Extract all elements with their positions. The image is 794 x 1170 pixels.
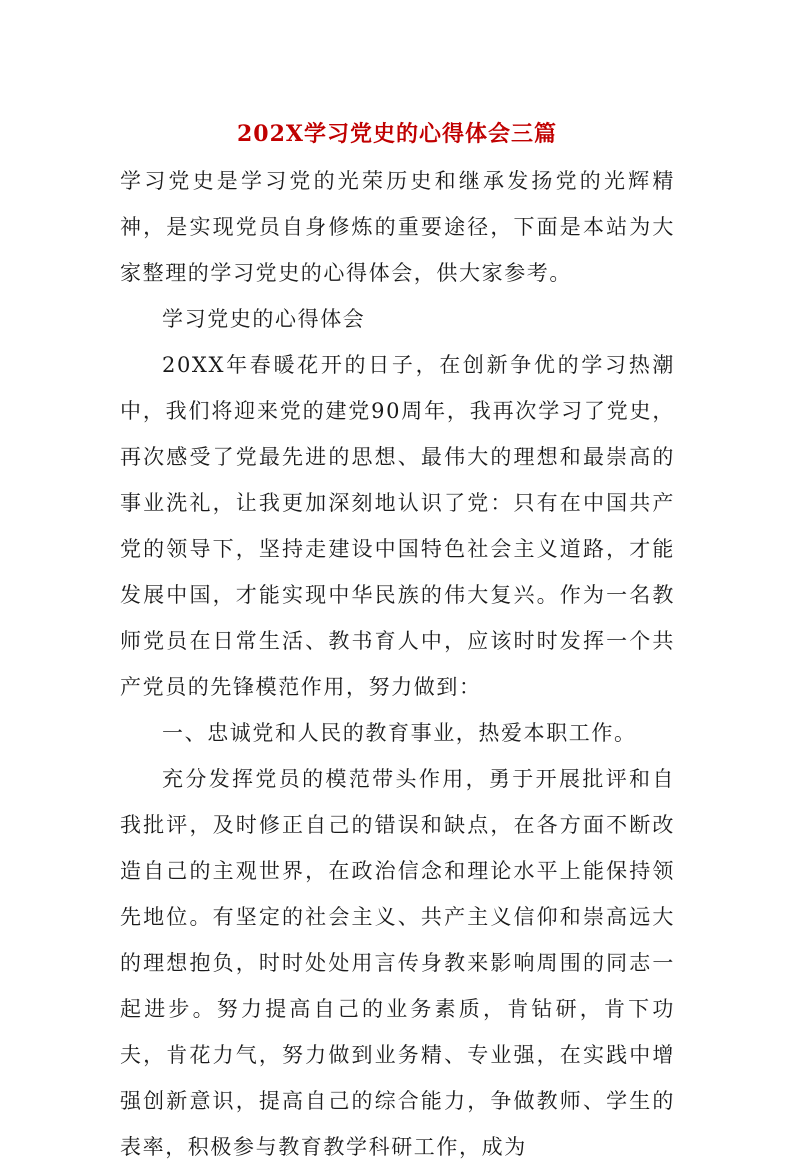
subsection-heading: 一、忠诚党和人民的教育事业，热爱本职工作。: [162, 721, 637, 745]
body-paragraph: 20XX年春暖花开的日子，在创新争优的学习热潮中，我们将迎来党的建党90周年，我再次学习了党史，再次感受了党最先进的思想、最伟大的理想和最崇高的事业洗礼，让我更加深刻地认识了党：只有在中国共产党的领导下，坚持走建设中国特色社会主义道路，才能发展中国，才能实现中华民族的伟大复兴。作为一名教师党员在日常生活、教书育人中，应该时时发挥一个共产党员的先锋模范作用，努力做到：: [120, 353, 675, 699]
document-body: [120, 158, 675, 1170]
body-paragraph: 充分发挥党员的模范带头作用，勇于开展批评和自我批评，及时修正自己的错误和缺点，在各方面不断改造自己的主观世界，在政治信念和理论水平上能保持领先地位。有坚定的社会主义、共产主义信仰和崇高远大的理想抱负，时时处处用言传身教来影响周围的同志一起进步。努力提高自己的业务素质，肯钻研，肯下功夫，肯花力气，努力做到业务精、专业强，在实践中增强创新意识，提高自己的综合能力，争做教师、学生的表率，积极参与教育教学科研工作，成为: [120, 767, 675, 1159]
section-heading: 学习党史的心得体会: [162, 307, 366, 331]
intro-paragraph: 学习党史是学习党的光荣历史和继承发扬党的光辉精神，是实现党员自身修炼的重要途径，下面是本站为大家整理的学习党史的心得体会，供大家参考。: [120, 169, 675, 285]
document-title: 202X学习党史的心得体会三篇: [237, 120, 557, 147]
